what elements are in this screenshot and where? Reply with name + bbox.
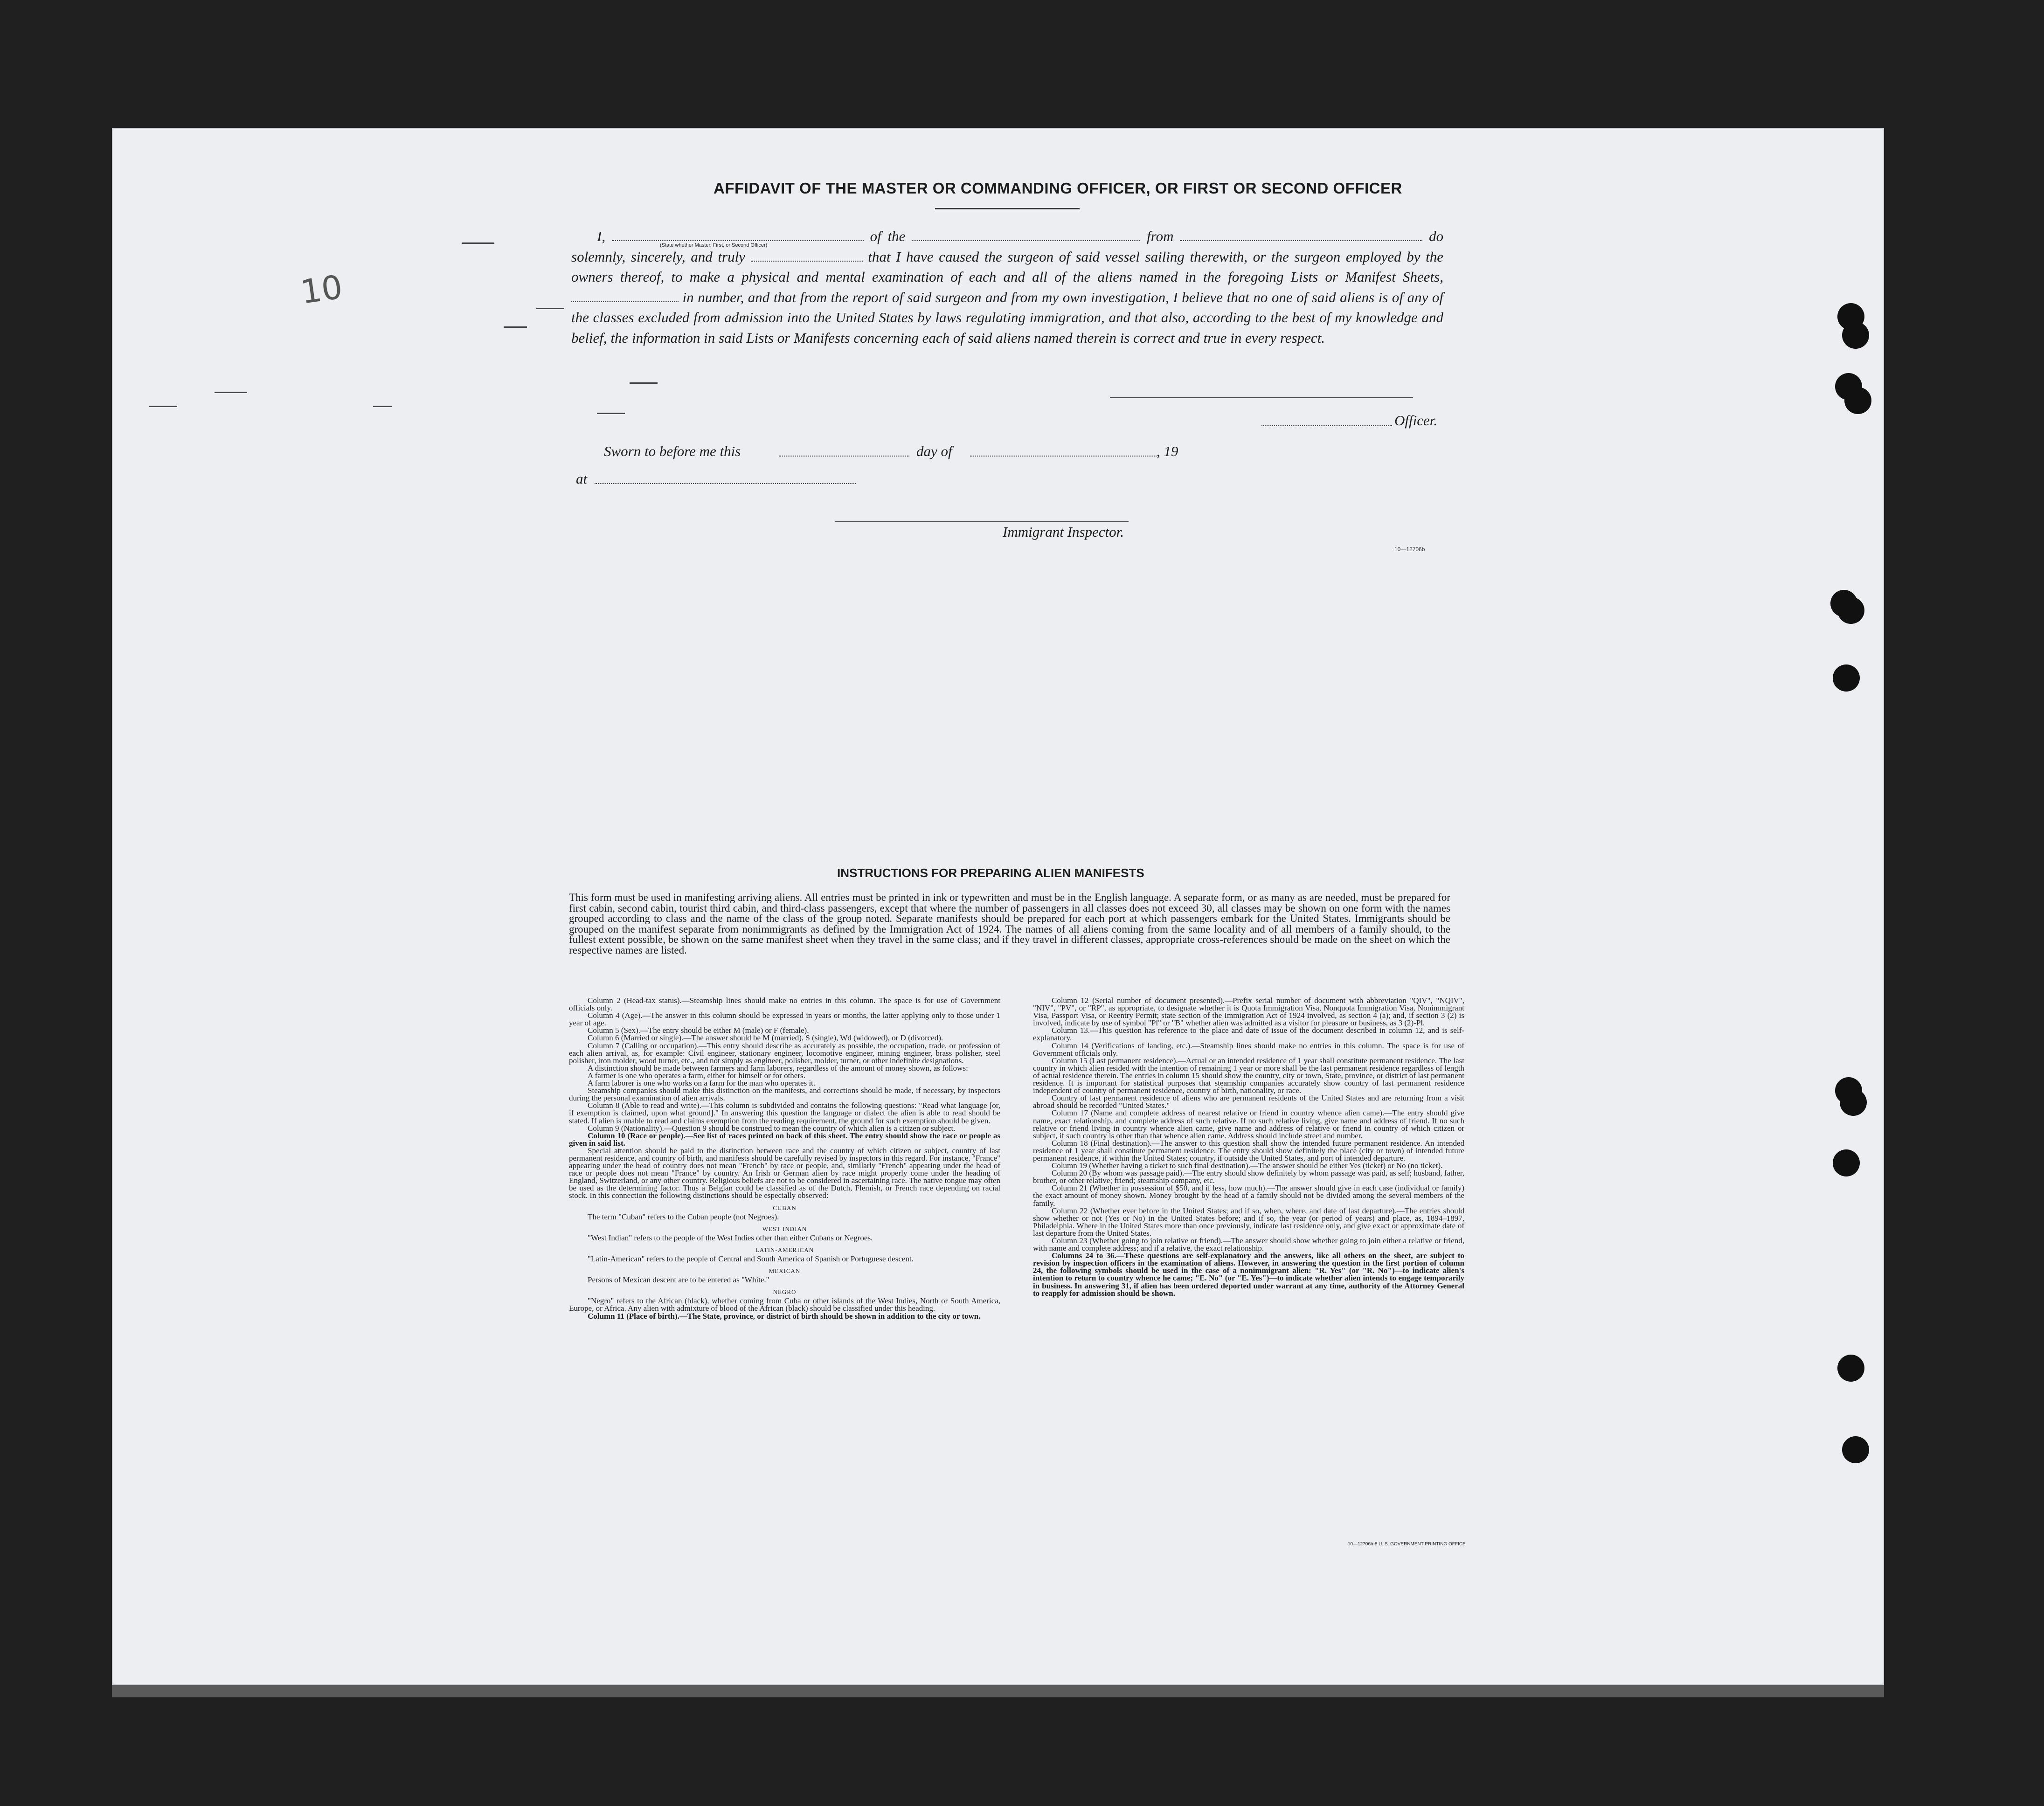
instruction-paragraph: Steamship companies should make this distinction on the manifests, and corrections should be made, if necessary, by inspectors during the personal examination of alien arrivals. [569, 1086, 1000, 1103]
instruction-paragraph: Column 23 (Whether going to join relative or friend).—The answer should show whether going to join either a relative or friend, with name and complete address; and if a relative, the exact relationship. [1033, 1236, 1464, 1253]
officer-signature-line[interactable] [1110, 397, 1413, 398]
instruction-paragraph: Column 6 (Married or single).—The answer should be M (married), S (single), Wd (widowed), or D (divorced). [588, 1033, 943, 1043]
instruction-paragraph: Column 12 (Serial number of document presented).—Prefix serial number of document with abbreviation "QIV", "NQIV", "NIV", "PV", or "RP", as appropriate, to designate whether it is Quota Immigration Visa, Nonquota Immigration Visa, Nonimmigrant Visa, Passport Visa, or Reentry Permit; state section of the Immigration Act of 1924 involved, as section 4 (a); and, if section 3 (2) is involved, indicate by use of symbol "Pl" or "B" whether alien was admitted as a visitor for pleasure or business, as 3 (2)-Pl. [1033, 996, 1464, 1028]
affidavit-line2: in number, and that from the report of said surgeon and from my own investigation, I believe that no one of said aliens is of any of the classes excluded from admission into the United States by laws regulating immigration, and that also, according to the best of my knowledge and belief, the information in said Lists or Manifests concerning each of said aliens named therein is correct and true in every respect. [571, 289, 1443, 346]
instruction-paragraph: Column 21 (Whether in possession of $50, and if less, how much).—The answer should give in each case (individual or family) the exact amount of money shown. Money brought by the head of a family should not be divided among the several members of the family. [1033, 1183, 1464, 1208]
sworn-label: Sworn to before me this [604, 443, 741, 459]
instruction-paragraph: Column 19 (Whether having a ticket to such final destination).—The answer should be either Yes (ticket) or No (no ticket). [1052, 1161, 1443, 1170]
punch-hole [1837, 597, 1864, 624]
stray-mark [149, 406, 177, 407]
affidavit-title: AFFIDAVIT OF THE MASTER OR COMMANDING OFFICER, OR FIRST OR SECOND OFFICER [714, 180, 1402, 197]
margin-pencil-mark: 10 [298, 268, 345, 311]
officer-rank-field[interactable] [612, 228, 864, 241]
instruction-paragraph: Column 7 (Calling or occupation).—This entry should describe as accurately as possible, the occupation, trade, or profession of each alien arrival, as, for example: Civil engineer, stationary engineer, locomotive engineer, mining engineer, brass polisher, steel polisher, iron molder, wood turner, etc., and not simply as engineer, polisher, molder, turner, or other indefinite designations. [569, 1041, 1000, 1065]
instruction-paragraph: Column 2 (Head-tax status).—Steamship lines should make no entries in this column. The space is for use of Government officials only. [569, 996, 1000, 1013]
instruction-paragraph: Special attention should be paid to the distinction between race and the country of which citizen or subject, country of last permanent residence, and country of birth, and manifests should be carefully revised by inspectors in this regard. For instance, "France" appearing under the head of country does not mean "French" by race or people, and, similarly "French" appearing under the head of race or people does not mean "France" by country. An Irish or German alien by race might properly come under the heading of England, Switzerland, or any other country. Religious beliefs are not to be considered in ascertaining race. The native tongue may often be used as the determining factor. Thus a Belgian could be classified as of the Dutch, Flemish, or French race depending on racial stock. In this connection the following distinctions should be especially observed: [569, 1146, 1000, 1200]
instruction-paragraph: A distinction should be made between farmers and farm laborers, regardless of the amount of money shown, as follows: [588, 1063, 968, 1073]
instruction-paragraph: Column 18 (Final destination).—The answer to this question shall show the intended future permanent residence. An intended residence of 1 year shall constitute permanent residence. The entry should show definitely the place (city or town) of intended future permanent residence, if within the United States; country, if outside the United States, and port of intended departure. [1033, 1138, 1464, 1162]
alien-count-field[interactable] [571, 289, 679, 302]
west-indian-heading: WEST INDIAN [762, 1225, 807, 1232]
affidavit-of-the: of the [870, 228, 906, 244]
stray-mark [462, 242, 494, 244]
stray-mark [504, 326, 527, 328]
affidavit-i: I, [597, 228, 606, 244]
latin-american-heading: LATIN-AMERICAN [755, 1246, 814, 1253]
punch-hole [1840, 1089, 1867, 1116]
sheet-edge-shadow [112, 1685, 1884, 1697]
cuban-text: The term "Cuban" refers to the Cuban people (not Negroes). [588, 1212, 779, 1221]
mexican-text: Persons of Mexican descent are to be entered as "White." [588, 1275, 769, 1285]
affidavit-line1: solemnly, sincerely, and truly [571, 248, 745, 265]
negro-text: "Negro" refers to the African (black), whether coming from Cuba or other islands of the West Indies, North or South America, Europe, or Africa. Any alien with admixture of blood of the African (black) should be classified under this heading. [569, 1296, 1000, 1313]
column-11-text: Column 11 (Place of birth).—The State, province, or district of birth should be shown in addition to the city or town. [588, 1311, 981, 1321]
stray-mark [597, 413, 625, 414]
stray-mark [536, 308, 564, 309]
affidavit-from: from [1147, 228, 1174, 244]
stray-mark [215, 392, 247, 393]
inspector-signature-line[interactable] [835, 521, 1129, 522]
instruction-paragraph: Column 5 (Sex).—The entry should be either M (male) or F (female). [588, 1026, 809, 1035]
year-prefix: , 19 [1157, 443, 1178, 459]
state-hint: (State whether Master, First, or Second Officer) [660, 242, 768, 248]
day-of-label: day of [916, 443, 952, 459]
instruction-paragraph: Country of last permanent residence of aliens who are permanent residents of the United States and are returning from a visit abroad should be recorded "United States." [1033, 1093, 1464, 1110]
instruction-paragraph: Column 17 (Name and complete address of nearest relative or friend in country whence alien came).—The entry should give name, exact relationship, and complete address of such relative. If no such relative living, give name and address of friend. If no such relative or friend living in country whence alien came, give name and address of relative or friend in country of which citizen or subject, if such country is other than that whence alien came. Address should include street and number. [1033, 1108, 1464, 1140]
instructions-right-column [1033, 997, 1464, 1297]
instructions-intro: This form must be used in manifesting arriving aliens. All entries must be printed in ink or typewritten and must be in the English language. A separate form, or as many as are needed, must be prepared for first cabin, second cabin, tourist third cabin, and third-class passengers, except that where the number of passengers in all classes does not exceed 30, all classes may be shown on one form with the names grouped according to class and the name of the class of the group noted. Separate manifests should be prepared for each port at which passengers embark for the United States. Immigrants should be grouped on the manifest separate from nonimmigrants as defined by the Immigration Act of 1924. The names of all aliens coming from the same locality and of all members of a family should, to the fullest extent possible, be shown on the same manifest sheet when they travel in the same class; and if they travel in different classes, appropriate cross-references should be made on the sheet on which the respective names are listed. [569, 892, 1450, 956]
sworn-month-field[interactable] [970, 456, 1157, 457]
latin-american-text: "Latin-American" refers to the people of Central and South America of Spanish or Portuguese descent. [588, 1254, 914, 1263]
instructions-title: INSTRUCTIONS FOR PREPARING ALIEN MANIFESTS [837, 866, 1144, 880]
instruction-paragraph: A farmer is one who operates a farm, either for himself or for others. [588, 1071, 805, 1080]
title-rule [935, 208, 1080, 209]
stray-mark [630, 382, 658, 384]
affidavit-do: do [1429, 228, 1444, 244]
punch-hole [1842, 322, 1869, 349]
instructions-left-column [569, 997, 1000, 1320]
officer-title-field[interactable] [1261, 425, 1392, 426]
at-label: at [576, 471, 588, 487]
form-number: 10—12706b [1394, 546, 1425, 553]
vessel-field-2[interactable] [751, 249, 863, 262]
punch-hole [1837, 1355, 1864, 1382]
instruction-paragraph: Column 14 (Verifications of landing, etc.).—Steamship lines should make no entries in this column. The space is for use of Government officials only. [1033, 1041, 1464, 1058]
vessel-name-field[interactable] [912, 228, 1140, 241]
punch-hole [1842, 1436, 1869, 1463]
stray-mark [373, 406, 392, 407]
instruction-paragraph: Column 9 (Nationality).—Question 9 should be construed to mean the country of which alien is a citizen or subject. [588, 1123, 956, 1133]
negro-heading: NEGRO [773, 1288, 797, 1296]
sworn-day-field[interactable] [779, 456, 909, 457]
instruction-paragraph: Column 4 (Age).—The answer in this column should be expressed in years or months, the latter applying only to those under 1 year of age. [569, 1011, 1000, 1028]
instruction-paragraph: A farm laborer is one who works on a farm for the man who operates it. [588, 1079, 816, 1088]
west-indian-text: "West Indian" refers to the people of the West Indies other than either Cubans or Negroes. [588, 1233, 873, 1242]
punch-hole [1833, 1149, 1860, 1176]
punch-hole [1833, 664, 1860, 692]
instruction-paragraph: Column 15 (Last permanent residence).—Actual or an intended residence of 1 year shall constitute permanent residence. The last country in which alien resided with the intention of remaining 1 year or more shall be the last permanent residence regardless of length of actual residence therein. The entries in column 15 should show the country, city or town, State, province, or district of last permanent residence. It is important for statistical purposes that steamship companies accurately show country of last permanent residence independent of country of permanent residence, country of birth, nationality, or race. [1033, 1056, 1464, 1095]
printer-mark: 10—12706b-8 U. S. GOVERNMENT PRINTING OFFICE [1348, 1542, 1466, 1547]
punch-hole [1844, 387, 1871, 414]
affidavit-line1b: that I have caused the surgeon of said vessel sailing therewith, or the surgeon employed by the owners thereof, to make a physical and mental examination of each and all of the aliens named in the foregoing Lists or Manifest Sheets, [571, 248, 1444, 285]
port-from-field[interactable] [1180, 228, 1422, 241]
instruction-paragraph: Column 13.—This question has reference to the place and date of issue of the document described in column 12, and is self-explanatory. [1033, 1026, 1464, 1043]
instruction-paragraph: Column 10 (Race or people).—See list of races printed on back of this sheet. The entry should show the race or people as given in said list. [569, 1131, 1000, 1148]
instruction-paragraph: Column 22 (Whether ever before in the United States; and if so, when, where, and date of last departure).—The entries should show whether or not (Yes or No) in the United States before; and if so, the year (or period of years) and place, as, 1894–1897, Philadelphia. Where in the United States more than once previously, indicate last residence only, and give exact or approximate date of last departure from the United States. [1033, 1206, 1464, 1238]
sworn-place-field[interactable] [595, 483, 856, 484]
instruction-paragraph: Column 8 (Able to read and write).—This column is subdivided and contains the following questions: "Read what language [or, if exemption is claimed, upon what ground]." In answering this question the language or dialect the alien is able to read should be stated. If alien is unable to read and claims exemption from the reading requirement, the ground for such exemption should be given. [569, 1101, 1000, 1125]
cuban-heading: CUBAN [773, 1204, 797, 1211]
instruction-paragraph: Column 20 (By whom was passage paid).—The entry should show definitely by whom passage was paid, as self; husband, father, brother, or other relative; friend; steamship company, etc. [1033, 1169, 1464, 1185]
officer-label: Officer. [1394, 412, 1438, 429]
instruction-paragraph: Columns 24 to 36.—These questions are self-explanatory and the answers, like all others on the sheet, are subject to revision by inspection officers in the examination of aliens. However, in answering the question in the first portion of column 24, the following symbols should be used in the case of a nonimmigrant alien: "R. Yes" (or "R. No")—to indicate alien's intention to return to country whence he came; "E. No" (or "E. Yes")—to indicate whether alien intends to engage temporarily in business. In answering 31, if alien has been ordered deported under warrant at any time, authority of the Attorney General to reapply for admission should be shown. [1033, 1251, 1464, 1298]
mexican-heading: MEXICAN [769, 1267, 801, 1275]
inspector-label: Immigrant Inspector. [1003, 524, 1124, 540]
